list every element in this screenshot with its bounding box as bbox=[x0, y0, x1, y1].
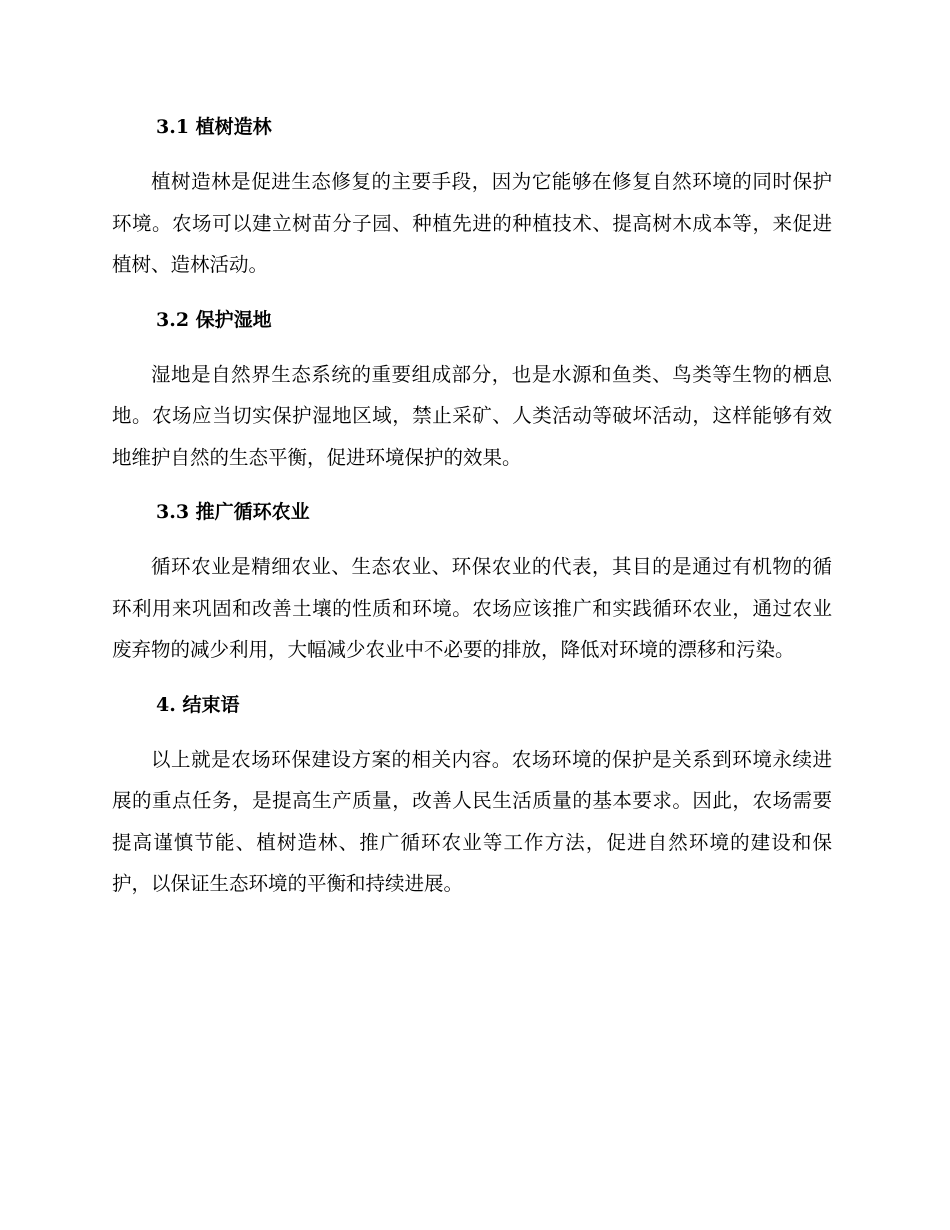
section-paragraph-3-3: 循环农业是精细农业、生态农业、环保农业的代表，其目的是通过有机物的循环利用来巩固和改善土壤的性质和环境。农场应该推广和实践循环农业，通过农业废弃物的减少利用，大幅减少农业中不必要的排放，降低对环境的漂移和污染。 bbox=[112, 555, 832, 661]
section-heading-3-3: 3.3 推广循环农业 bbox=[156, 501, 310, 523]
spacer bbox=[112, 340, 832, 354]
spacer bbox=[112, 532, 832, 546]
document-body bbox=[112, 107, 832, 905]
spacer bbox=[112, 725, 832, 739]
section-paragraph-3-2: 湿地是自然界生态系统的重要组成部分，也是水源和鱼类、鸟类等生物的栖息地。农场应当切实保护湿地区域，禁止采矿、人类活动等破坏活动，这样能够有效地维护自然的生态平衡，促进环境保护的效果。 bbox=[112, 362, 832, 469]
spacer bbox=[112, 286, 832, 300]
section-heading-3-2: 3.2 保护湿地 bbox=[156, 308, 272, 331]
spacer bbox=[112, 478, 832, 492]
spacer bbox=[112, 147, 832, 161]
section-paragraph-4: 以上就是农场环保建设方案的相关内容。农场环境的保护是关系到环境永续进展的重点任务，是提高生产质量，改善人民生活质量的基本要求。因此，农场需要提高谨慎节能、植树造林、推广循环农业等工作方法，促进自然环境的建设和保护，以保证生态环境的平衡和持续进展。 bbox=[112, 747, 832, 895]
section-heading-3-1: 3.1 植树造林 bbox=[156, 116, 272, 138]
section-heading-4: 4. 结束语 bbox=[156, 693, 240, 716]
spacer bbox=[112, 671, 832, 685]
section-paragraph-3-1: 植树造林是促进生态修复的主要手段，因为它能够在修复自然环境的同时保护环境。农场可以建立树苗分子园、种植先进的种植技术、提高树木成本等，来促进植树、造林活动。 bbox=[112, 170, 832, 276]
